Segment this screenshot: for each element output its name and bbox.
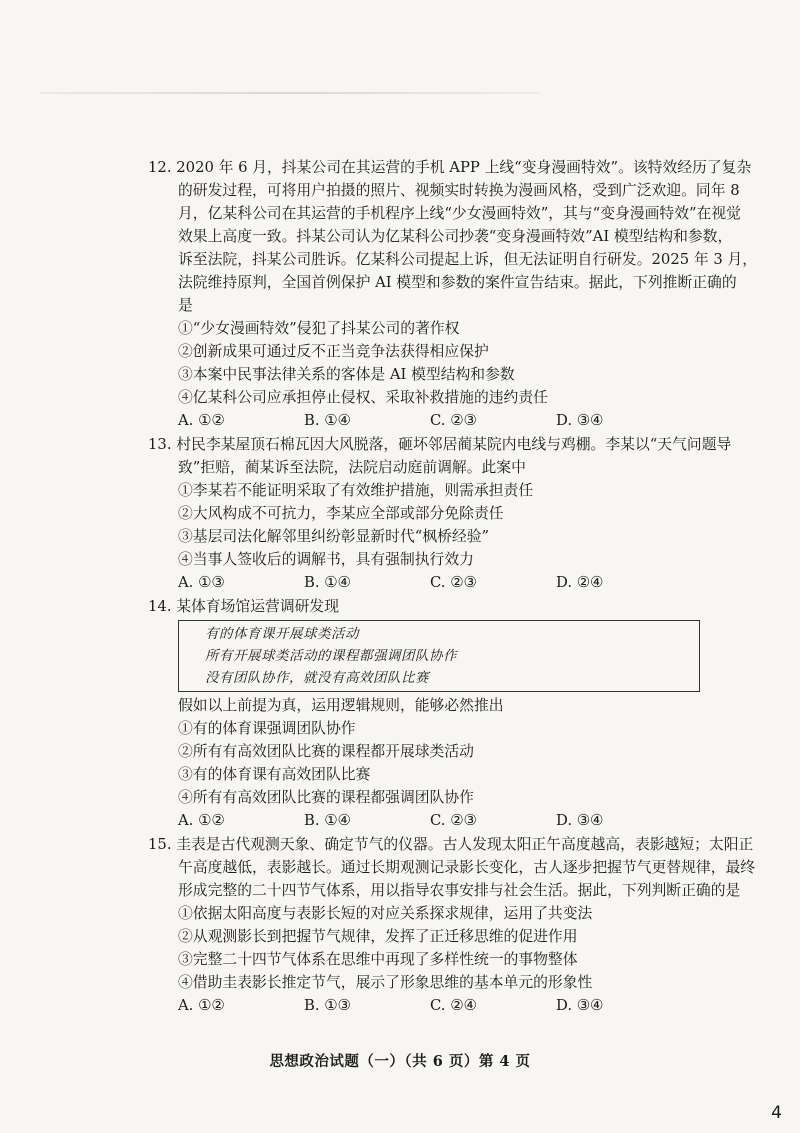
question-14 <box>150 595 750 832</box>
premise-1: 有的体育课开展球类活动 <box>205 626 359 642</box>
question-14-item-1: ①有的体育课强调团队协作 <box>178 720 356 737</box>
option-b: B. ①④ <box>304 812 351 829</box>
option-a: A. ①② <box>178 997 225 1014</box>
questions-content <box>148 156 758 1017</box>
question-12-item-1: ①“少女漫画特效”侵犯了抖某公司的著作权 <box>178 320 460 337</box>
question-13-item-3: ③基层司法化解邻里纠纷彰显新时代“枫桥经验” <box>178 528 490 545</box>
question-12-line-5: 诉至法院，抖某公司胜诉。亿某科公司提起上诉，但无法证明自行研发。2025 年 3 月， <box>178 251 758 268</box>
question-15-line-3: 形成完整的二十四节气体系，用以指导农事安排与社会生活。据此，下列判断正确的是 <box>178 882 741 899</box>
option-b: B. ①④ <box>304 574 351 591</box>
question-15-line-1: 15. 圭表是古代观测天象、确定节气的仪器。古人发现太阳正午高度越高，表影越短；太阳正 <box>148 836 754 853</box>
question-12-options <box>150 409 750 432</box>
question-12-item-2: ②创新成果可通过反不正当竞争法获得相应保护 <box>178 343 489 360</box>
question-15-item-3: ③完整二十四节气体系在思维中再现了多样性统一的事物整体 <box>178 951 578 968</box>
question-12-line-6: 法院维持原判，全国首例保护 AI 模型和参数的案件宣告结束。据此，下列推断正确的 <box>178 274 737 291</box>
question-13-item-4: ④当事人签收后的调解书，具有强制执行效力 <box>178 551 474 568</box>
question-14-options <box>150 809 750 832</box>
premise-box <box>178 620 700 692</box>
page-footer: 思想政治试题（一）（共 6 页）第 4 页 <box>269 1053 531 1070</box>
question-13 <box>150 433 750 594</box>
option-b: B. ①④ <box>304 412 351 429</box>
question-13-options <box>150 571 750 594</box>
scan-artifact-line <box>40 92 540 94</box>
option-a: A. ①② <box>178 812 225 829</box>
premise-3: 没有团队协作，就没有高效团队比赛 <box>205 670 429 686</box>
question-13-item-1: ①李某若不能证明采取了有效维护措施，则需承担责任 <box>178 482 534 499</box>
premise-2: 所有开展球类活动的课程都强调团队协作 <box>205 648 457 664</box>
question-14-item-3: ③有的体育课有高效团队比赛 <box>178 766 371 783</box>
question-14-line-1: 14. 某体育场馆运营调研发现 <box>148 598 340 615</box>
option-c: C. ②③ <box>430 574 477 591</box>
question-15 <box>148 833 756 1017</box>
page-number: 4 <box>771 1103 782 1123</box>
question-15-item-4: ④借助圭表影长推定节气，展示了形象思维的基本单元的形象性 <box>178 974 593 991</box>
question-12-line-3: 月，亿某科公司在其运营的手机程序上线“少女漫画特效”，其与“变身漫画特效”在视觉 <box>178 205 741 222</box>
question-12 <box>148 156 758 432</box>
option-c: C. ②④ <box>430 997 477 1014</box>
option-d: D. ③④ <box>556 997 604 1014</box>
question-12-line-2: 的研发过程，可将用户拍摄的照片、视频实时转换为漫画风格，受到广泛欢迎。同年 8 <box>178 182 740 199</box>
option-d: D. ②④ <box>556 574 604 591</box>
question-12-item-3: ③本案中民事法律关系的客体是 AI 模型结构和参数 <box>178 366 515 383</box>
question-12-item-4: ④亿某科公司应承担停止侵权、采取补救措施的违约责任 <box>178 389 548 406</box>
question-14-stem: 假如以上前提为真，运用逻辑规则，能够必然推出 <box>178 697 504 714</box>
option-a: A. ①③ <box>178 574 225 591</box>
question-15-item-1: ①依据太阳高度与表影长短的对应关系探求规律，运用了共变法 <box>178 905 593 922</box>
question-13-line-1: 13. 村民李某屋顶石棉瓦因大风脱落，砸坏邻居蔺某院内电线与鸡棚。李某以“天气问题导 <box>148 436 732 453</box>
question-15-options <box>150 994 750 1017</box>
option-d: D. ③④ <box>556 412 604 429</box>
option-c: C. ②③ <box>430 412 477 429</box>
option-b: B. ①③ <box>304 997 351 1014</box>
option-c: C. ②③ <box>430 812 477 829</box>
option-d: D. ③④ <box>556 812 604 829</box>
question-15-line-2: 午高度越低，表影越长。通过长期观测记录影长变化，古人逐步把握节气更替规律，最终 <box>178 859 756 876</box>
question-12-line-1: 12. 2020 年 6 月，抖某公司在其运营的手机 APP 上线“变身漫画特效”。该特效经历了复杂 <box>148 159 752 176</box>
option-a: A. ①② <box>178 412 225 429</box>
question-12-line-7: 是 <box>178 297 193 314</box>
question-12-line-4: 效果上高度一致。抖某公司认为亿某科公司抄袭“变身漫画特效”AI 模型结构和参数， <box>178 228 733 245</box>
question-13-line-2: 致”拒赔，蔺某诉至法院，法院启动庭前调解。此案中 <box>178 459 526 476</box>
question-15-item-2: ②从观测影长到把握节气规律，发挥了正迁移思维的促进作用 <box>178 928 578 945</box>
question-14-item-4: ④所有有高效团队比赛的课程都强调团队协作 <box>178 789 474 806</box>
question-13-item-2: ②大风构成不可抗力，李某应全部或部分免除责任 <box>178 505 504 522</box>
question-14-item-2: ②所有有高效团队比赛的课程都开展球类活动 <box>178 743 474 760</box>
